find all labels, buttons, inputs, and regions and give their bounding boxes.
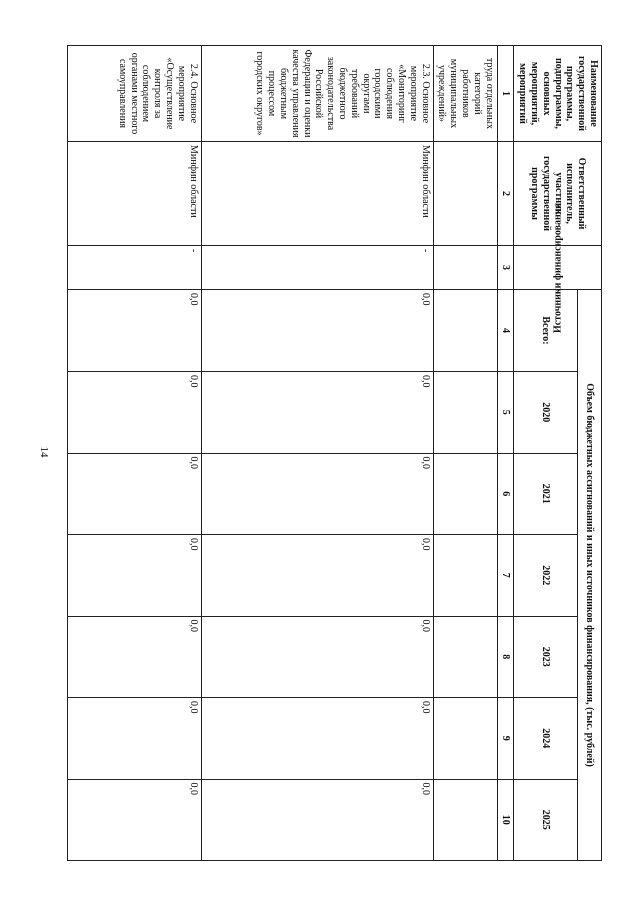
- column-number: 2: [497, 142, 514, 246]
- header-year: 2021: [514, 453, 577, 535]
- row-value: [433, 453, 497, 535]
- row-name: 2.3. Основное мероприятие «Мониторинг соблюдения городскими округами требований бюджетного законодательства Российской Федерации и оценки качества управления бюджетным процессом городских округов»: [201, 46, 433, 142]
- column-number: 7: [497, 535, 514, 617]
- table-row: [433, 46, 497, 861]
- row-value: 0,0: [201, 535, 433, 617]
- header-year: 2020: [514, 372, 577, 454]
- header-year: 2025: [514, 779, 577, 861]
- table-row: [67, 46, 201, 861]
- row-value: 0,0: [67, 616, 201, 698]
- header-source-label: Источники финансирования: [551, 202, 563, 333]
- page-number: 14: [38, 446, 50, 458]
- column-number: 10: [497, 779, 514, 861]
- row-value: 0,0: [67, 535, 201, 617]
- row-value: 0,0: [67, 453, 201, 535]
- header-name: Наименование государственной программы, подпрограммы, основных мероприятий, мероприятий: [514, 46, 602, 142]
- row-source: -: [201, 246, 433, 290]
- row-value: [433, 535, 497, 617]
- header-volume: Объем бюджетных ассигнований и иных источников финансирования, (тыс. рублей): [577, 290, 601, 861]
- row-source: -: [67, 246, 201, 290]
- row-executor: Минфин области: [67, 142, 201, 246]
- row-total: [433, 290, 497, 372]
- row-value: 0,0: [201, 698, 433, 780]
- table-row: [201, 46, 433, 861]
- row-value: [433, 779, 497, 861]
- column-number: 1: [497, 46, 514, 142]
- column-number: 9: [497, 698, 514, 780]
- row-value: [433, 616, 497, 698]
- row-executor: [433, 142, 497, 246]
- header-executor: Ответственный исполнитель, участник государственной программы: [514, 142, 602, 246]
- budget-table: [67, 45, 602, 861]
- row-value: 0,0: [67, 698, 201, 780]
- row-value: [433, 698, 497, 780]
- row-value: 0,0: [67, 779, 201, 861]
- row-source: [433, 246, 497, 290]
- column-number: 4: [497, 290, 514, 372]
- row-value: 0,0: [67, 372, 201, 454]
- row-name: 2.4. Основное мероприятие «Осуществление контроля за соблюдением органами местного самоуправления: [67, 46, 201, 142]
- header-year: 2024: [514, 698, 577, 780]
- row-value: 0,0: [201, 616, 433, 698]
- header-year: 2022: [514, 535, 577, 617]
- row-value: 0,0: [201, 779, 433, 861]
- row-name: труда отдельных категорий работников муниципальных учреждений»: [433, 46, 497, 142]
- row-value: [433, 372, 497, 454]
- column-number: 6: [497, 453, 514, 535]
- row-value: 0,0: [201, 453, 433, 535]
- row-total: 0,0: [201, 290, 433, 372]
- row-total: 0,0: [67, 290, 201, 372]
- column-number: 8: [497, 616, 514, 698]
- row-executor: Минфин области: [201, 142, 433, 246]
- rotated-page-content: [75, 45, 602, 860]
- header-year: 2023: [514, 616, 577, 698]
- row-value: 0,0: [201, 372, 433, 454]
- column-number: 5: [497, 372, 514, 454]
- header-total: Всего:: [514, 290, 577, 372]
- column-number: 3: [497, 246, 514, 290]
